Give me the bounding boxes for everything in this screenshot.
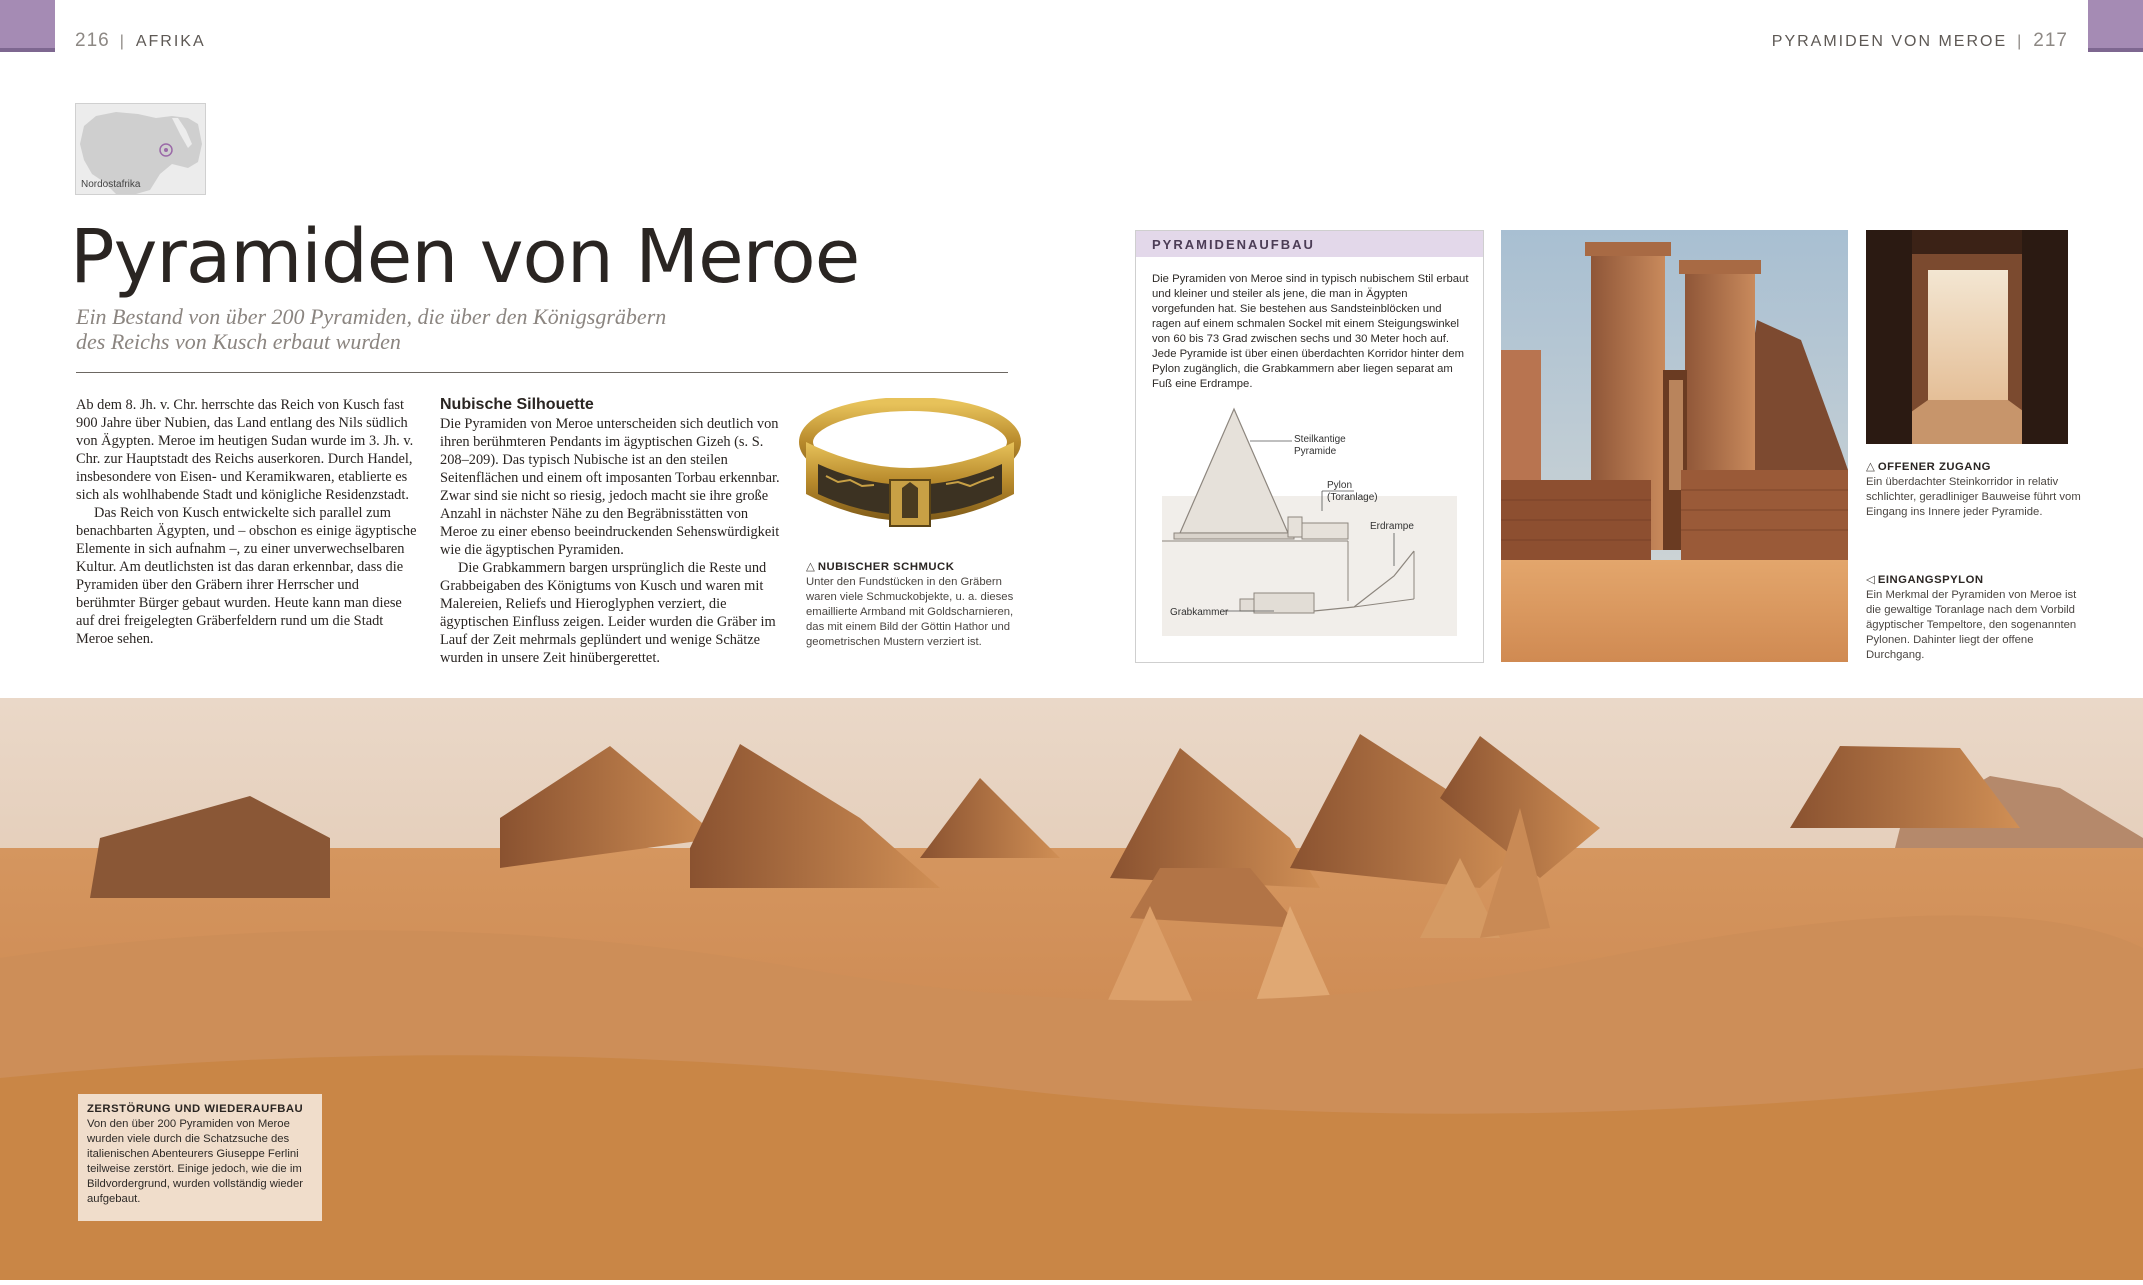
triangle-left-icon: ◁ [1866,574,1875,586]
left-page-tab [0,0,55,52]
label-ramp: Erdrampe [1370,521,1414,532]
right-page-number: 217 [2033,30,2068,51]
label-pyramid: Pyramide [1294,446,1337,457]
caption-heading: EINGANGSPYLON [1877,574,1984,586]
pyramid-cross-section-diagram [1154,401,1469,641]
caption-text: Von den über 200 Pyramiden von Meroe wurden viele durch die Schatzsuche des italienischen Abenteurers Giuseppe Ferlini teilweise zerstört. Einige jedoch, wie die im Bildvordergrund, wurden vollständig wieder aufgebaut. [87,1118,304,1205]
left-section-label: AFRIKA [135,33,206,50]
title-divider [76,372,1008,373]
intro-paragraph: Das Reich von Kusch entwickelte sich parallel zum benachbarten Ägypten, und – obschon es einige ägyptische Elemente in sich aufnahm –, zu einer unverwechselbaren Kultur. Am deutlichsten ist das daran erkennbar, dass die Pyramiden über den Gräbern ihrer Herrscher und berühmter Bürger gebaut wurden. Heute kann man diese auf drei freigelegten Gräberfeldern rund um die Stadt Meroe sehen. [76,505,417,647]
section-nubische-silhouette [440,396,788,667]
caption-text: Ein überdachter Steinkorridor in relativ schlichter, geradliniger Bauweise führt vom Eingang ins Innere jeder Pyramide. [1866,476,2081,518]
section-paragraph: Die Pyramiden von Meroe unterscheiden sich deutlich von ihren berühmteren Pendants im ägyptischen Gizeh (s. S. 208–209). Das typisch Nubische ist an den steilen Seitenflächen und einem oft imposanten Torbau erkennbar. Zwar sind sie nicht so riesig, jedoch macht sie ihre große Anzahl in nächster Nähe zu den Begräbnisstätten von Meroe zu einer ebenso beeindruckenden Sehenswürdigkeit wie die ägyptischen Pyramiden. [440,416,780,558]
caption-jewelry [806,560,1018,650]
pylon-gate-photo [1501,230,1848,662]
caption-destruction-box [78,1094,322,1221]
section-paragraph: Die Grabkammern bargen ursprünglich die Reste und Grabbeigaben des Königtums von Kusch und waren mit Malereien, Reliefs und Hieroglyphen verziert, die ägyptischen Einfluss zeigen. Leider wurden die Gräber im Lauf der Zeit mehrmals geplündert und wenige Schätze wurden in unsere Zeit hinübergerettet. [440,560,776,666]
right-section-label: PYRAMIDEN VON MEROE [1771,33,2008,50]
info-box-structure [1135,230,1484,663]
locator-map [75,103,206,195]
caption-heading: ZERSTÖRUNG UND WIEDERAUFBAU [87,1103,304,1115]
label-pylon: Pylon [1327,480,1353,491]
caption-pylon [1866,573,2081,663]
intro-paragraph: Ab dem 8. Jh. v. Chr. herrschte das Reich von Kusch fast 900 Jahre über Nubien, das Land entlang des Nils südlich von Ägypten. Meroe im heutigen Sudan wurde im 3. Jh. v. Chr. zur Hauptstadt des Reichs auserkoren. Durch Handel, insbesondere von Eisen- und Keramikwaren, etablierte es sich als wohlhabende Stadt und königliche Residenzstadt. [76,397,414,503]
caption-heading: NUBISCHER SCHMUCK [817,561,955,573]
section-heading: Nubische Silhouette [440,396,594,413]
triangle-up-icon: △ [1866,461,1875,473]
triangle-up-icon: △ [806,561,815,573]
right-running-header: PYRAMIDEN VON MEROE | 217 [1771,30,2068,51]
right-page-tab [2088,0,2143,52]
label-chamber: Grabkammer [1170,607,1229,618]
intro-text [76,396,421,648]
caption-heading: OFFENER ZUGANG [1877,461,1991,473]
info-box-text: Die Pyramiden von Meroe sind in typisch nubischem Stil erbaut und kleiner und steiler als jene, die man in Ägypten vorgefunden hat. Sie bestehen aus Sandsteinblöcken und ragen auf einem schmalen Sockel mit einem Steigungswinkel von 60 bis 73 Grad zwischen sechs und 30 Meter hoch auf. Jede Pyramide ist über einen überdachten Korridor hinter dem Pylon zugänglich, die Grabkammern aber liegen separat am Fuß eine Erdrampe. [1152,273,1469,390]
caption-corridor [1866,460,2081,520]
bracelet-photo [798,398,1023,548]
label-pyramid: Steilkantige [1294,434,1346,445]
left-running-header: 216 | AFRIKA [75,30,206,51]
corridor-door-photo [1866,230,2068,444]
map-label: Nordostafrika [81,179,141,190]
page-title: Pyramiden von Meroe [70,214,860,300]
page-subtitle: Ein Bestand von über 200 Pyramiden, die über den Königsgräbern des Reichs von Kusch erbaut wurden [76,304,667,354]
caption-text: Unter den Fundstücken in den Gräbern waren viele Schmuckobjekte, u. a. dieses emaillierte Armband mit Goldscharnieren, das mit einem Bild der Göttin Hathor und geometrischen Mustern verziert ist. [806,576,1014,648]
left-page-number: 216 [75,30,110,51]
caption-text: Ein Merkmal der Pyramiden von Meroe ist die gewaltige Toranlage nach dem Vorbild ägyptischer Tempeltore, den sogenannten Pylonen. Dahinter liegt der offene Durchgang. [1866,589,2077,661]
info-box-title: PYRAMIDENAUFBAU [1136,231,1483,257]
label-pylon: (Toranlage) [1327,492,1378,503]
